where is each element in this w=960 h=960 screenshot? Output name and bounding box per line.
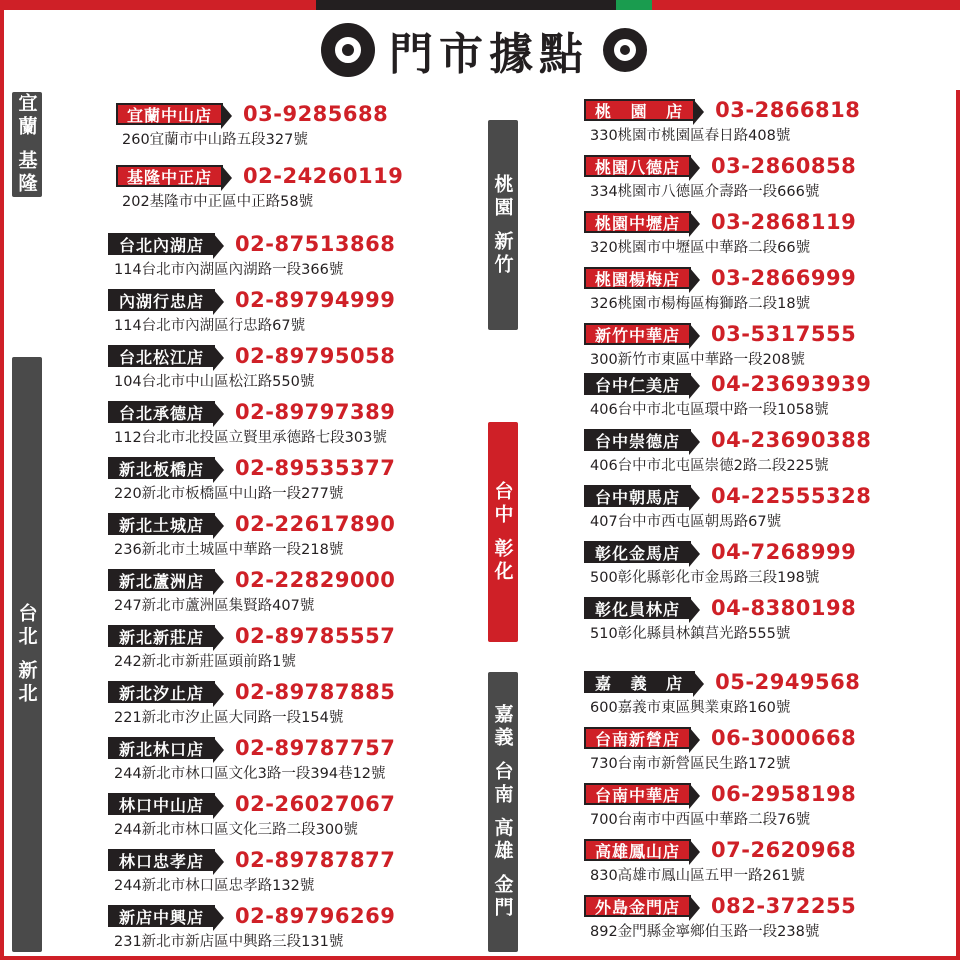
store-address: 330桃園市桃園區春日路408號 <box>590 128 791 144</box>
store-phone[interactable]: 02-24260119 <box>243 164 404 188</box>
store-name-tag: 桃 園 店 <box>584 99 695 121</box>
store-name-tag: 外島金門店 <box>584 895 691 917</box>
region-label-taoyuan-hsinchu: 桃園 新竹 <box>488 120 518 330</box>
store-address: 600嘉義市東區興業東路160號 <box>590 700 791 716</box>
store-entry <box>108 568 395 615</box>
store-entry <box>584 894 856 941</box>
store-name-tag: 台北承德店 <box>108 401 215 423</box>
store-name-tag: 林口中山店 <box>108 793 215 815</box>
store-address: 114台北市內湖區行忠路67號 <box>114 318 306 334</box>
ribbon-green-segment <box>616 0 652 10</box>
ribbon-red-segment-2 <box>652 0 960 10</box>
store-address: 231新北市新店區中興路三段131號 <box>114 934 344 950</box>
page-title: 門市據點 <box>389 29 589 80</box>
store-address: 260宜蘭市中山路五段327號 <box>122 132 308 148</box>
tire-icon-left <box>321 23 375 77</box>
store-address: 406台中市北屯區環中路一段1058號 <box>590 402 829 418</box>
store-name-tag: 內湖行忠店 <box>108 289 215 311</box>
store-address: 700台南市中西區中華路二段76號 <box>590 812 811 828</box>
store-address: 334桃園市八德區介壽路一段666號 <box>590 184 820 200</box>
store-phone[interactable]: 03-2868119 <box>711 210 857 234</box>
store-name-tag: 新北林口店 <box>108 737 215 759</box>
store-name-tag: 基隆中正店 <box>116 165 223 187</box>
directory-body <box>8 92 960 952</box>
store-address: 510彰化縣員林鎮莒光路555號 <box>590 626 791 642</box>
store-address: 320桃園市中壢區中華路二段66號 <box>590 240 811 256</box>
store-phone[interactable]: 03-2866818 <box>715 98 861 122</box>
store-phone[interactable]: 02-89787885 <box>235 680 396 704</box>
store-entry <box>108 512 395 559</box>
store-phone[interactable]: 04-8380198 <box>711 596 857 620</box>
store-entry <box>116 102 388 149</box>
store-name-tag: 嘉 義 店 <box>584 671 695 693</box>
store-address: 112台北市北投區立賢里承德路七段303號 <box>114 430 387 446</box>
store-entry <box>584 596 856 643</box>
store-name-tag: 桃園八德店 <box>584 155 691 177</box>
store-entry <box>584 540 856 587</box>
store-name-tag: 彰化金馬店 <box>584 541 691 563</box>
store-address: 300新竹市東區中華路一段208號 <box>590 352 805 368</box>
region-label-taipei-newtaipei: 台北 新北 <box>12 357 42 952</box>
region-label-yilan-keelung: 宜蘭 基隆 <box>12 92 42 197</box>
store-entry <box>108 904 395 951</box>
store-phone[interactable]: 03-9285688 <box>243 102 389 126</box>
store-name-tag: 新北新莊店 <box>108 625 215 647</box>
store-phone[interactable]: 03-2860858 <box>711 154 857 178</box>
store-entry <box>584 782 856 829</box>
store-phone[interactable]: 02-89535377 <box>235 456 396 480</box>
store-entry <box>584 322 856 369</box>
store-name-tag: 台南中華店 <box>584 783 691 805</box>
store-name-tag: 新北土城店 <box>108 513 215 535</box>
store-entry <box>584 428 871 475</box>
ribbon-black-segment <box>316 0 616 10</box>
store-entry <box>108 456 395 503</box>
store-phone[interactable]: 07-2620968 <box>711 838 857 862</box>
store-entry <box>584 838 856 885</box>
store-entry <box>108 624 395 671</box>
store-phone[interactable]: 02-89787757 <box>235 736 396 760</box>
store-entry <box>108 400 395 447</box>
store-entry <box>108 344 395 391</box>
store-phone[interactable]: 03-5317555 <box>711 322 857 346</box>
store-address: 407台中市西屯區朝馬路67號 <box>590 514 782 530</box>
store-address: 892金門縣金寧鄉伯玉路一段238號 <box>590 924 820 940</box>
store-address: 406台中市北屯區崇德2路二段225號 <box>590 458 829 474</box>
store-name-tag: 新店中興店 <box>108 905 215 927</box>
store-address: 730台南市新營區民生路172號 <box>590 756 791 772</box>
store-entry <box>584 726 856 773</box>
store-entry <box>116 164 403 211</box>
store-phone[interactable]: 02-87513868 <box>235 232 396 256</box>
store-address: 220新北市板橋區中山路一段277號 <box>114 486 344 502</box>
store-phone[interactable]: 082-372255 <box>711 894 857 918</box>
store-name-tag: 新竹中華店 <box>584 323 691 345</box>
store-name-tag: 台中崇德店 <box>584 429 691 451</box>
store-name-tag: 新北板橋店 <box>108 457 215 479</box>
store-phone[interactable]: 02-22829000 <box>235 568 396 592</box>
store-name-tag: 台中仁美店 <box>584 373 691 395</box>
store-name-tag: 桃園楊梅店 <box>584 267 691 289</box>
store-name-tag: 桃園中壢店 <box>584 211 691 233</box>
store-phone[interactable]: 02-89797389 <box>235 400 396 424</box>
store-entry <box>108 736 395 783</box>
store-entry <box>584 484 871 531</box>
store-entry <box>108 232 395 279</box>
store-address: 244新北市林口區文化三路二段300號 <box>114 822 358 838</box>
store-phone[interactable]: 02-89795058 <box>235 344 396 368</box>
store-phone[interactable]: 04-22555328 <box>711 484 872 508</box>
store-entry <box>584 372 871 419</box>
tire-icon-right <box>603 28 647 72</box>
store-entry <box>584 266 856 313</box>
store-phone[interactable]: 02-89785557 <box>235 624 396 648</box>
store-entry <box>108 792 395 839</box>
store-name-tag: 新北蘆洲店 <box>108 569 215 591</box>
store-entry <box>584 670 860 717</box>
store-entry <box>584 154 856 201</box>
store-phone[interactable]: 05-2949568 <box>715 670 861 694</box>
store-phone[interactable]: 03-2866999 <box>711 266 857 290</box>
store-name-tag: 台北松江店 <box>108 345 215 367</box>
store-phone[interactable]: 02-22617890 <box>235 512 396 536</box>
store-name-tag: 高雄鳳山店 <box>584 839 691 861</box>
page-header <box>8 10 960 90</box>
store-phone[interactable]: 02-89796269 <box>235 904 396 928</box>
store-phone[interactable]: 02-89787877 <box>235 848 396 872</box>
store-entry <box>584 98 860 145</box>
store-entry <box>584 210 856 257</box>
store-phone[interactable]: 02-89794999 <box>235 288 396 312</box>
store-name-tag: 台中朝馬店 <box>584 485 691 507</box>
store-phone[interactable]: 04-23693939 <box>711 372 872 396</box>
store-name-tag: 彰化員林店 <box>584 597 691 619</box>
store-phone[interactable]: 04-23690388 <box>711 428 872 452</box>
store-phone[interactable]: 04-7268999 <box>711 540 857 564</box>
top-ribbon <box>4 0 960 10</box>
store-address: 244新北市林口區忠孝路132號 <box>114 878 315 894</box>
store-address: 242新北市新莊區頭前路1號 <box>114 654 296 670</box>
store-name-tag: 新北汐止店 <box>108 681 215 703</box>
store-entry <box>108 848 395 895</box>
store-address: 236新北市土城區中華路一段218號 <box>114 542 344 558</box>
store-entry <box>108 288 395 335</box>
ribbon-red-segment <box>4 0 316 10</box>
store-entry <box>108 680 395 727</box>
store-name-tag: 台北內湖店 <box>108 233 215 255</box>
region-label-taichung-changhua: 台中 彰化 <box>488 422 518 642</box>
right-column <box>484 92 960 952</box>
store-address: 221新北市汐止區大同路一段154號 <box>114 710 344 726</box>
region-label-chiayi-tainan-kaohsiung-kinmen: 嘉義 台南 高雄 金門 <box>488 672 518 952</box>
left-column <box>8 92 484 952</box>
store-phone[interactable]: 02-26027067 <box>235 792 396 816</box>
store-phone[interactable]: 06-2958198 <box>711 782 857 806</box>
store-address: 247新北市蘆洲區集賢路407號 <box>114 598 315 614</box>
store-address: 500彰化縣彰化市金馬路三段198號 <box>590 570 820 586</box>
store-name-tag: 宜蘭中山店 <box>116 103 223 125</box>
store-address: 202基隆市中正區中正路58號 <box>122 194 314 210</box>
store-address: 326桃園市楊梅區梅獅路二段18號 <box>590 296 811 312</box>
store-address: 104台北市中山區松江路550號 <box>114 374 315 390</box>
store-address: 830高雄市鳳山區五甲一路261號 <box>590 868 805 884</box>
store-address: 244新北市林口區文化3路一段394巷12號 <box>114 766 386 782</box>
store-address: 114台北市內湖區內湖路一段366號 <box>114 262 344 278</box>
store-name-tag: 林口忠孝店 <box>108 849 215 871</box>
store-phone[interactable]: 06-3000668 <box>711 726 857 750</box>
store-name-tag: 台南新營店 <box>584 727 691 749</box>
